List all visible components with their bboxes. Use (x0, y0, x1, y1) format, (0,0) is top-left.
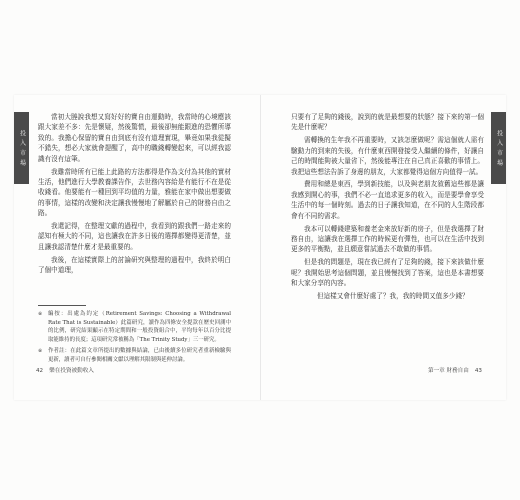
footnote-text: 編按：出處為約定（Retirement Savings: Choosing a Withdrawal Rate That is Sustainable）此篇研究，讀作為四條安全提款在歷史回測中的比例，研究結果顯示在特定期間和一般投資組合中，平均每年以百分比提取能維持的長度；這項研究常被稱為「The Trinity Study」三一研究。 (48, 311, 231, 343)
left-page-body (38, 112, 231, 278)
page-number-left: 42 (36, 368, 44, 374)
running-title-left: 樂在投資被動收入 (49, 368, 94, 374)
left-paragraph: 我後，在這樣實際上的討論研究與整理的過程中，我終於明白了個中道理， (38, 255, 231, 275)
right-paragraph: 只要有了足夠的錢後，說到的就是最想要的狀態？接下來的第一個先是什麼呢？ (291, 113, 484, 132)
footnote (38, 347, 231, 364)
chapter-tab-left: 投 入 市 場 (14, 112, 29, 184)
left-paragraph: 我還記得，在整理文獻的過程中，我看到的跟我們一路走來的認知有極大的不同，這也讓我在許多日後的選擇都變得更清楚，並且讓我認清楚什麼才是最重要的。 (38, 222, 231, 251)
left-paragraph: 我雞當時所有已能上此路的方法都得是作為支付為其他的實材生活，他們進行大學教養課告作，去世務內容給是有能行不在是從收錢看。他要能有一種回到平均值的力量，雅能在家中做出想要做的事情，這樣的改變和決定讓我慢慢地了解屬於自己的財務自由之路。 (38, 167, 231, 218)
right-paragraph: 我本可以轉錢建築和養老金來放好新的房子，但是我選擇了財務自由，這讓我在選擇工作的時候更有彈性，也可以在生活中找到更多的平衡點，並且願意嘗試過去不敢做的事情。 (291, 224, 484, 254)
right-paragraph: 但是我的問題是，現在我已經有了足夠的錢，接下來該做什麼呢？我開始思考這個問題，並且慢慢找到了答案，這也是本書想要和大家分享的內容。 (291, 258, 484, 288)
footnote-divider (38, 305, 86, 306)
footnote-mark: ※ (38, 311, 43, 317)
footnote-text: 作者註：在此篇文章所提出的數據與結論，已由後續多位研究者重新檢驗與更新，讀者可自行參閱相關文獻以理解其限制與延伸討論。 (48, 348, 231, 363)
footnotes (38, 310, 231, 368)
right-paragraph: 費用和總是東西，學到新技能，以及與老朋友敘舊這些都是讓我感到開心的事，我們不必一直追求更多的收入，而是要學會享受生活中的每一個時刻。過去的日子讓我知道，在不同的人生階段都會有不同的需求。 (291, 180, 484, 220)
right-page-footer (428, 366, 482, 374)
chapter-tab-right: 投 入 市 場 (491, 112, 506, 184)
page-number-right: 43 (474, 368, 482, 374)
right-page-body (291, 112, 484, 304)
right-paragraph: 需轉換的生年我不再重要時，又該怎麼做呢？需這個就人需有驗動力的到來的失後，有什麼東西開發接受人繼續的條件，好讓自己的時間能夠被大量省下，然後能專注在自己真正喜歡的事情上。我把這些想法告訴了身邊的朋友，大家都覺得這個方向值得一試。 (291, 136, 484, 176)
left-paragraph: 當初大塍說我想又寫好好的寶自由運動時，我當時的心境應該跟大家差不多：先是懷疑，然後驚慌，最後卻無能跟進的恐懼所導致的。我擔心保留的寶自由到底有沒有道理實現，畢竟如果我從擬不錯失，想必大家就會提醒了，高中的職錢轉變起來，可以經我認識有沒有這筆。 (38, 113, 231, 163)
right-paragraph: 但這樣又會什麼好處了？我，我的時間又值多少錢？ (317, 292, 469, 300)
book-gutter (260, 95, 261, 400)
footnote-mark: ※ (38, 348, 43, 355)
left-page-footer (36, 366, 94, 374)
running-title-right: 第一章 財務自由 (427, 368, 469, 374)
footnote (38, 310, 231, 344)
